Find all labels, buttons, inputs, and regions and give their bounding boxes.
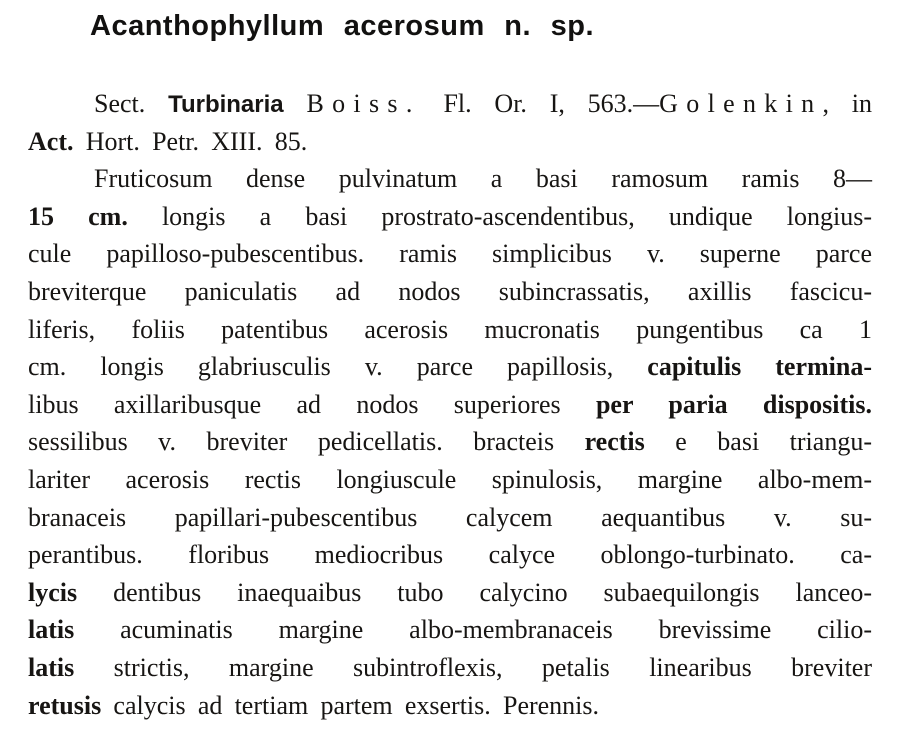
text-segment: Boiss.: [306, 89, 421, 118]
text-segment: calycis ad tertiam partem exsertis. Perennis.: [101, 690, 600, 720]
text-line: [28, 198, 872, 236]
text-block: [28, 85, 872, 724]
text-segment: rectis: [584, 427, 645, 457]
text-segment: cule papilloso-pubescentibus. ramis simplicibus v. superne parce: [28, 239, 872, 269]
text-line: [28, 649, 872, 687]
text-segment: Golenkin: [659, 89, 823, 118]
text-segment: cm. longis glabriusculis v. parce papillosis,: [28, 352, 648, 382]
text-segment: 15 cm.: [28, 201, 128, 231]
text-segment: , in: [822, 89, 873, 118]
text-segment: e basi triangu-: [644, 427, 872, 457]
text-line: [28, 123, 872, 161]
species-title: Acanthophyllum acerosum n. sp.: [90, 10, 595, 42]
text-segment: [284, 89, 307, 118]
text-line: [28, 536, 872, 574]
text-segment: strictis, margine subintroflexis, petalis linearibus breviter: [74, 652, 872, 682]
text-segment: Turbinaria: [168, 91, 284, 118]
text-segment: capitulis termina-: [647, 352, 872, 382]
text-segment: longis a basi prostrato-ascendentibus, undique longius-: [127, 201, 872, 231]
text-segment: sessilibus v. breviter pedicellatis. bracteis: [28, 427, 585, 457]
text-segment: latis: [28, 615, 75, 645]
text-segment: liferis, foliis patentibus acerosis mucronatis pungentibus ca 1: [28, 314, 872, 344]
text-segment: acuminatis margine albo-membranaceis brevissime cilio-: [74, 615, 872, 645]
text-line: [28, 461, 872, 499]
text-segment: retusis: [28, 690, 102, 720]
text-line: [28, 499, 872, 537]
text-segment: lycis: [28, 577, 78, 607]
text-line: [28, 348, 872, 386]
text-line: [28, 85, 872, 123]
text-line: [28, 611, 872, 649]
text-segment: Sect.: [94, 89, 169, 118]
text-line: [28, 273, 872, 311]
text-segment: branaceis papillari-pubescentibus calycem aequantibus v. su-: [28, 502, 872, 532]
text-segment: lariter acerosis rectis longiuscule spinulosis, margine albo-mem-: [28, 464, 872, 494]
text-line: [28, 574, 872, 612]
text-line: [28, 386, 872, 424]
text-segment: dentibus inaequaibus tubo calycino subaequilongis lanceo-: [77, 577, 872, 607]
text-segment: per paria dispositis.: [595, 389, 873, 419]
text-line: [28, 311, 872, 349]
text-segment: Hort. Petr. XIII. 85.: [73, 126, 308, 156]
text-line: [28, 235, 872, 273]
text-segment: libus axillaribusque ad nodos superiores: [28, 389, 596, 419]
text-segment: perantibus. floribus mediocribus calyce oblongo-turbinato. ca-: [28, 540, 872, 570]
text-segment: Fruticosum dense pulvinatum a basi ramosum ramis 8—: [94, 164, 872, 194]
text-line: [28, 160, 872, 198]
text-line: [28, 423, 872, 461]
text-segment: Fl. Or. I, 563.—: [420, 89, 660, 118]
text-segment: breviterque paniculatis ad nodos subincrassatis, axillis fascicu-: [28, 276, 872, 306]
text-segment: Act.: [28, 126, 74, 156]
text-line: [28, 687, 872, 725]
text-segment: latis: [28, 652, 75, 682]
